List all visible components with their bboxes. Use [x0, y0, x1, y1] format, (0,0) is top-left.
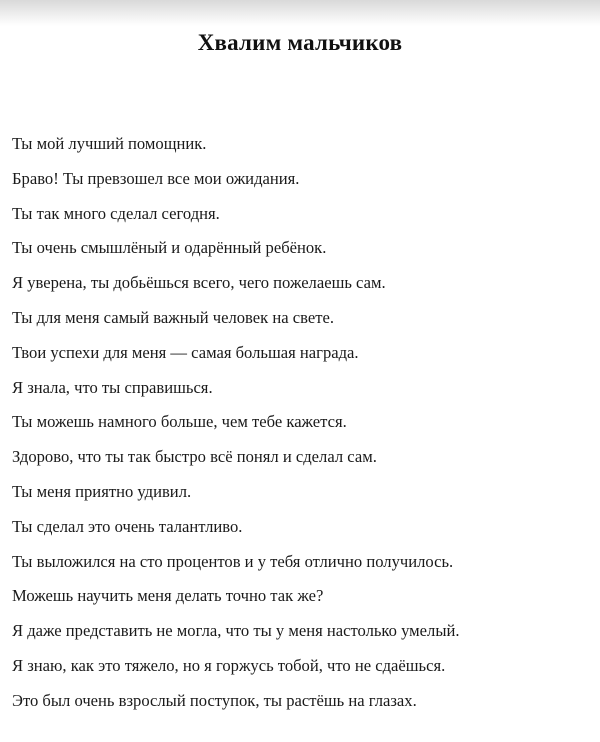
- praise-line: Здорово, что ты так быстро всё понял и сделал сам.: [12, 447, 377, 467]
- praise-line: Ты меня приятно удивил.: [12, 481, 192, 501]
- praise-line: Ты выложился на сто процентов и у тебя отлично получилось.: [12, 551, 454, 571]
- praise-line: Твои успехи для меня — самая большая награда.: [12, 342, 359, 362]
- praise-line: Я знаю, как это тяжело, но я горжусь тобой, что не сдаёшься.: [12, 655, 446, 675]
- praise-line: Ты сделал это очень талантливо.: [12, 516, 243, 536]
- praise-line: Я знала, что ты справишься.: [12, 377, 213, 397]
- top-shadow-band: [0, 0, 600, 26]
- praise-list: [12, 129, 596, 721]
- praise-line: Я уверена, ты добьёшься всего, чего пожелаешь сам.: [12, 273, 386, 293]
- praise-line: Ты можешь намного больше, чем тебе кажется.: [12, 412, 347, 432]
- praise-line: Ты мой лучший помощник.: [12, 134, 207, 153]
- praise-line: Это был очень взрослый поступок, ты растёшь на глазах.: [12, 690, 417, 710]
- praise-line: Я даже представить не могла, что ты у меня настолько умелый.: [12, 621, 460, 641]
- document-title: Хвалим мальчиков: [197, 30, 403, 55]
- praise-line: Ты для меня самый важный человек на свете.: [12, 307, 334, 327]
- praise-line: Ты так много сделал сегодня.: [12, 203, 220, 223]
- praise-line: Браво! Ты превзошел все мои ожидания.: [12, 168, 300, 188]
- praise-line: Ты очень смышлёный и одарённый ребёнок.: [12, 238, 327, 258]
- praise-line: Можешь научить меня делать точно так же?: [12, 586, 324, 606]
